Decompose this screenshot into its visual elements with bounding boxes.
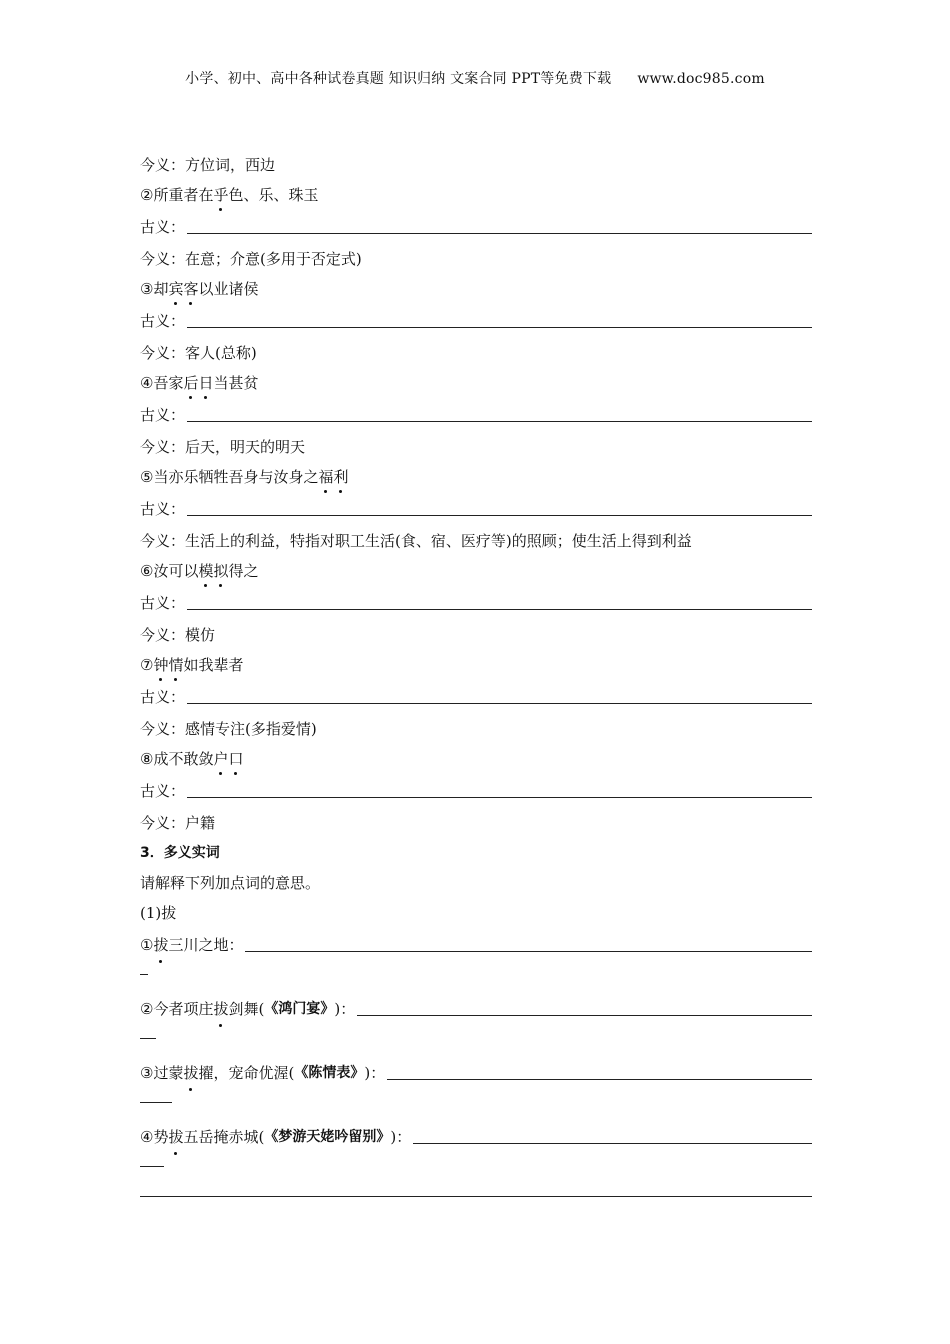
- header-text: 小学、初中、高中各种试卷真题 知识归纳 文案合同 PPT等免费下载: [185, 71, 612, 87]
- source-title: 《梦游天姥吟留别》: [264, 1129, 391, 1145]
- answer-wrap-line: [140, 1024, 812, 1054]
- page-header: [0, 68, 950, 88]
- dotted-char: 模: [198, 558, 213, 584]
- worksheet-content: [140, 148, 812, 1212]
- answer-blank[interactable]: [245, 941, 812, 952]
- answer-blank[interactable]: [187, 223, 812, 234]
- answer-blank[interactable]: [187, 599, 812, 610]
- dotted-char: 口: [228, 746, 243, 772]
- dotted-char: 乎: [213, 182, 228, 208]
- answer-blank[interactable]: [187, 505, 812, 516]
- answer-blank[interactable]: [413, 1133, 812, 1144]
- multi-meaning-question-1[interactable]: ① 拔 三川之地：: [140, 926, 812, 960]
- jin-yi-line-4: 今义：后天，明天的明天: [140, 438, 306, 456]
- dotted-char: 宾: [168, 276, 183, 302]
- question-item-2: ② 所重者在 乎 色、乐、珠玉: [140, 178, 812, 208]
- question-item-6: ⑥ 汝可以 模 拟 得之: [140, 554, 812, 584]
- dotted-char: 日: [198, 370, 213, 396]
- multi-meaning-question-2[interactable]: ② 今者项庄 拔 剑舞( 《鸿门宴》 )：: [140, 990, 812, 1024]
- multi-meaning-question-3[interactable]: ③ 过蒙 拔 擢，宠命优渥( 《陈情表》 )：: [140, 1054, 812, 1088]
- answer-blank[interactable]: [187, 693, 812, 704]
- instruction-text: 请解释下列加点词的意思。: [140, 874, 321, 892]
- section-title: 3．多义实词: [140, 845, 220, 861]
- dotted-char: 拔: [153, 930, 168, 960]
- dotted-char: 拔: [213, 994, 228, 1024]
- gu-yi-answer-line[interactable]: 古义：: [140, 678, 812, 712]
- dotted-char: 情: [168, 652, 183, 678]
- answer-full-line[interactable]: [140, 1182, 812, 1212]
- gu-yi-answer-line[interactable]: 古义：: [140, 208, 812, 242]
- answer-blank[interactable]: [187, 317, 812, 328]
- gu-yi-answer-line[interactable]: 古义：: [140, 396, 812, 430]
- jin-yi-line-8: 今义：户籍: [140, 814, 216, 832]
- answer-blank[interactable]: [387, 1069, 812, 1080]
- header-url: www.doc985.com: [637, 71, 765, 87]
- multi-meaning-question-4[interactable]: ④ 势 拔 五岳掩赤城( 《梦游天姥吟留别》 )：: [140, 1118, 812, 1152]
- jin-yi-line-2: 今义：在意；介意(多用于否定式): [140, 250, 362, 268]
- jin-yi-line-6: 今义：模仿: [140, 626, 216, 644]
- gu-yi-answer-line[interactable]: 古义：: [140, 584, 812, 618]
- source-title: 《鸿门宴》: [264, 1001, 335, 1017]
- dotted-char: 户: [213, 746, 228, 772]
- gu-yi-answer-line[interactable]: 古义：: [140, 490, 812, 524]
- question-item-4: ④ 吾家 后 日 当甚贫: [140, 366, 812, 396]
- jin-yi-line-7: 今义：感情专注(多指爱情): [140, 720, 317, 738]
- answer-blank[interactable]: [187, 787, 812, 798]
- dotted-char: 客: [183, 276, 198, 302]
- dotted-char: 拟: [213, 558, 228, 584]
- question-item-5: ⑤ 当亦乐牺牲吾身与汝身之 福 利: [140, 460, 812, 490]
- question-item-8: ⑧ 成不敢敛 户 口: [140, 742, 812, 772]
- source-title: 《陈情表》: [294, 1065, 365, 1081]
- dotted-char: 后: [183, 370, 198, 396]
- jin-yi-line-1: 今义：方位词，西边: [140, 156, 276, 174]
- answer-wrap-line: [140, 1088, 812, 1118]
- answer-wrap-line: [140, 1152, 812, 1182]
- jin-yi-line-5: 今义：生活上的利益，特指对职工生活(食、宿、医疗等)的照顾；使生活上得到利益: [140, 532, 692, 550]
- jin-yi-line-3: 今义：客人(总称): [140, 344, 257, 362]
- gu-yi-answer-line[interactable]: 古义：: [140, 302, 812, 336]
- word-heading: (1)拔: [140, 904, 177, 922]
- dotted-char: 拔: [183, 1058, 198, 1088]
- question-item-7: ⑦ 钟 情 如我辈者: [140, 648, 812, 678]
- answer-blank[interactable]: [187, 411, 812, 422]
- question-item-3: ③ 却 宾 客 以业诸侯: [140, 272, 812, 302]
- dotted-char: 拔: [168, 1122, 183, 1152]
- gu-yi-answer-line[interactable]: 古义：: [140, 772, 812, 806]
- dotted-char: 钟: [153, 652, 168, 678]
- answer-wrap-line: [140, 960, 812, 990]
- dotted-char: 福: [318, 464, 333, 490]
- dotted-char: 利: [333, 464, 348, 490]
- answer-blank[interactable]: [357, 1005, 812, 1016]
